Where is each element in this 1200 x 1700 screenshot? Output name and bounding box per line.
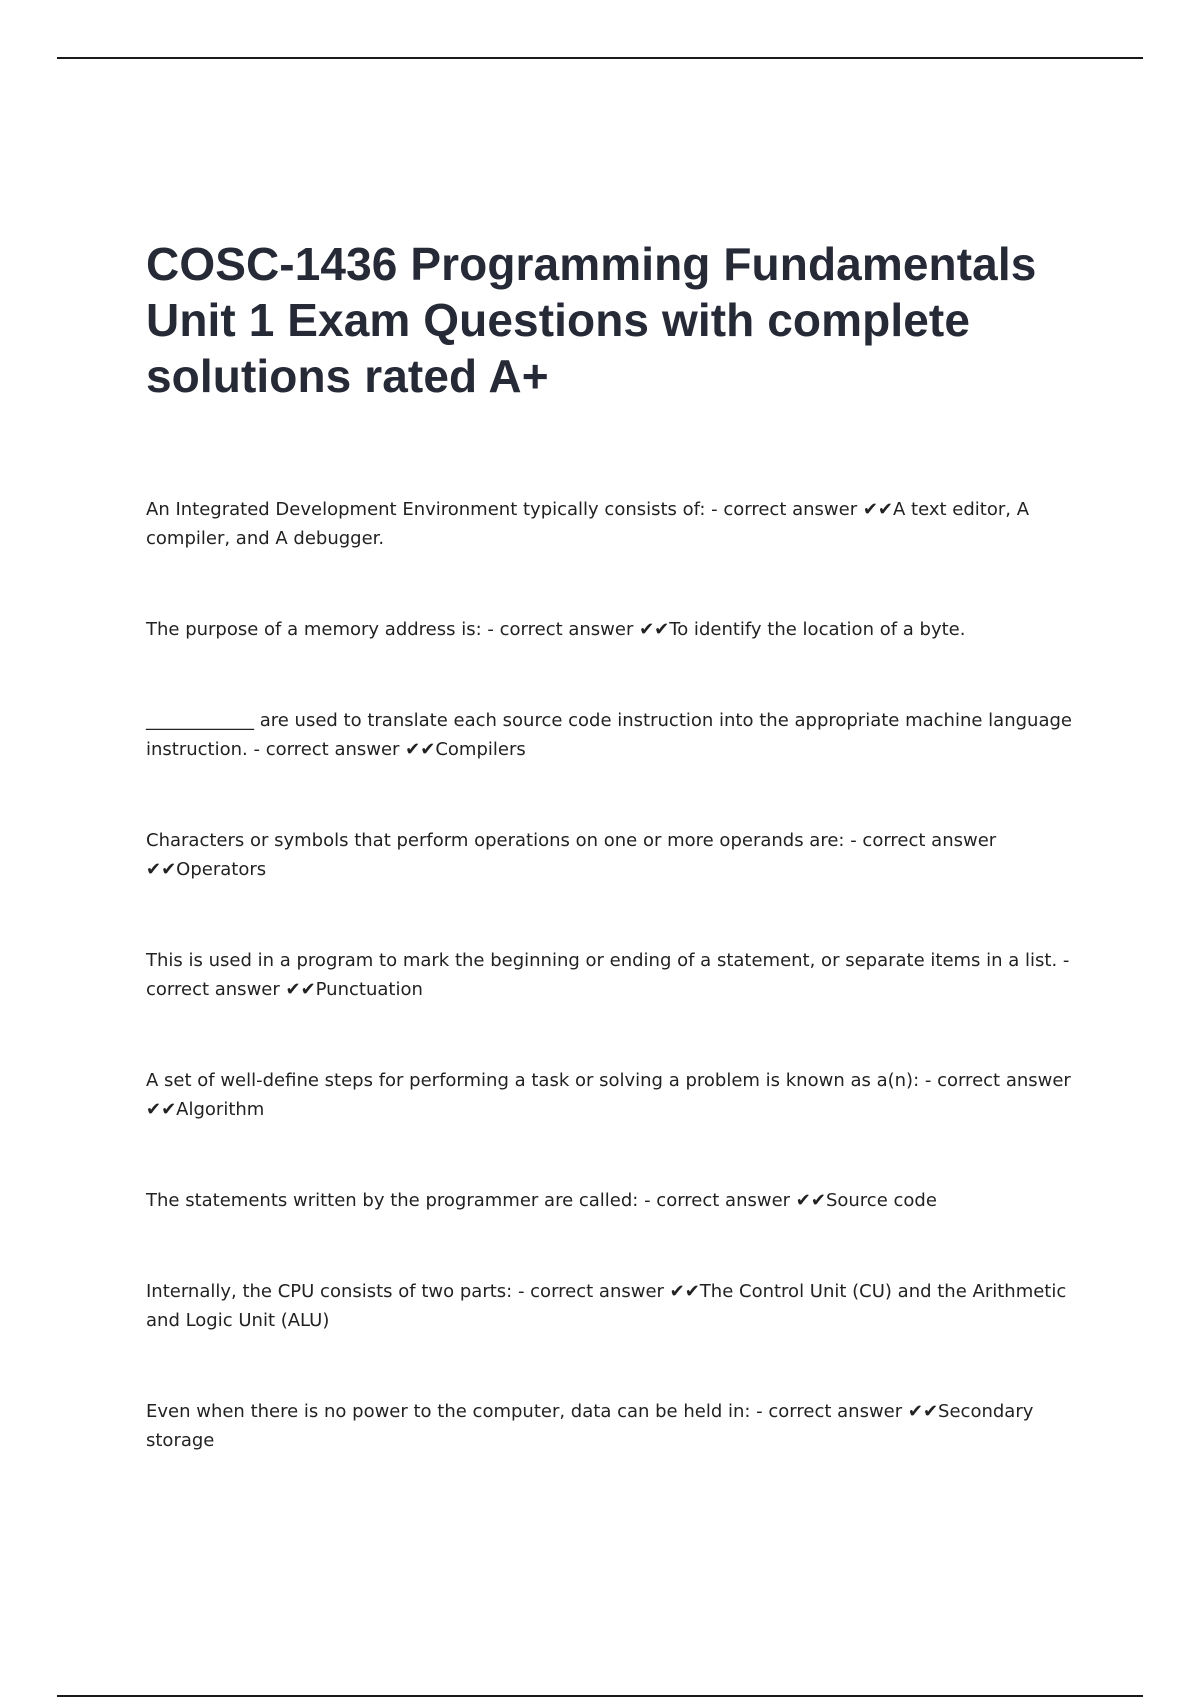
- qa-list: [146, 495, 1086, 1455]
- qa-item-operators: Characters or symbols that perform operations on one or more operands are: - correct answer ✔✔Operators: [146, 830, 997, 880]
- qa-item-algorithm: A set of well-define steps for performing a task or solving a problem is known as a(n): - correct answer ✔✔Algorithm: [146, 1070, 1071, 1120]
- qa-item-cpu-parts: Internally, the CPU consists of two parts: - correct answer ✔✔The Control Unit (CU) and the Arithmetic and Logic Unit (ALU): [146, 1281, 1067, 1331]
- qa-item-ide: An Integrated Development Environment typically consists of: - correct answer ✔✔A text editor, A compiler, and A debugger.: [146, 499, 1030, 549]
- qa-item-compilers: ____________ are used to translate each source code instruction into the appropriate machine language instruction. - correct answer ✔✔Compilers: [146, 710, 1072, 760]
- qa-item-memory-address: The purpose of a memory address is: - correct answer ✔✔To identify the location of a byte.: [146, 619, 966, 640]
- qa-item-secondary-storage: Even when there is no power to the computer, data can be held in: - correct answer ✔✔Secondary storage: [146, 1401, 1034, 1451]
- top-rule: [57, 57, 1143, 59]
- document-title: COSC-1436 Programming Fundamentals Unit 1 Exam Questions with complete solutions rated A+: [146, 238, 1037, 402]
- qa-item-source-code: The statements written by the programmer are called: - correct answer ✔✔Source code: [146, 1190, 937, 1211]
- bottom-rule: [57, 1695, 1143, 1697]
- qa-item-punctuation: This is used in a program to mark the beginning or ending of a statement, or separate items in a list. - correct answer ✔✔Punctuation: [146, 950, 1070, 1000]
